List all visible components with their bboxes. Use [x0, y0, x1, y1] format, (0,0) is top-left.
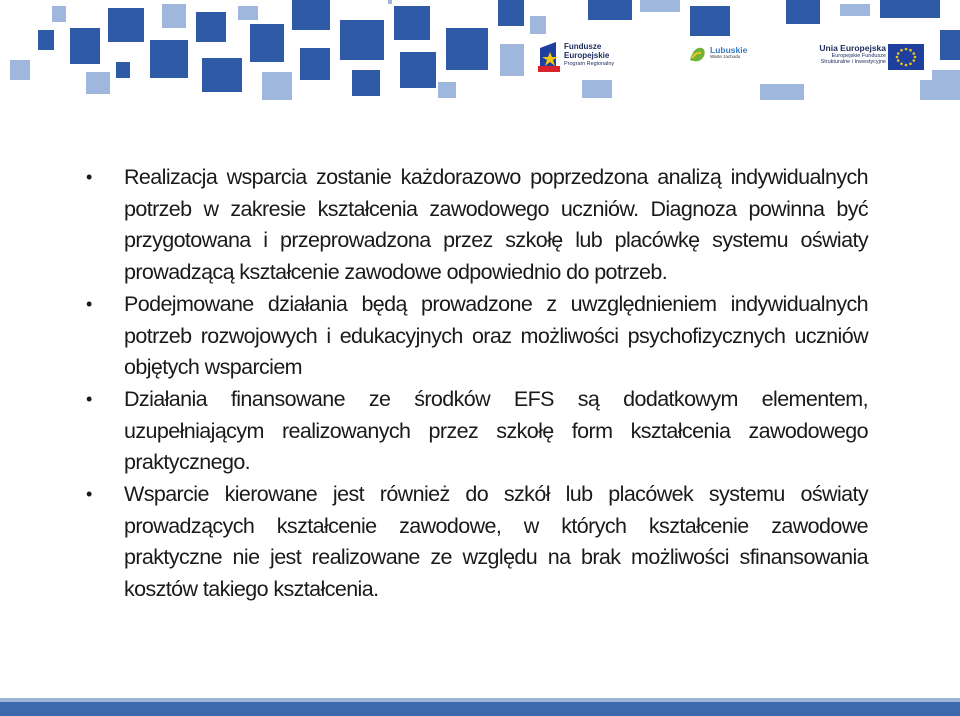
lubuskie-line-2: Warte zachodu — [710, 54, 741, 60]
lubuskie-line-1: Lubuskie — [710, 45, 748, 55]
bullet-list — [86, 162, 868, 606]
footer-bar — [0, 698, 960, 716]
bullet-dot-icon: • — [86, 293, 92, 314]
ue-line-2: Europejskie Fundusze — [831, 53, 886, 60]
bullet-text-2: Podejmowane działania będą prowadzone z uwzględnieniem indywidualnych potrzeb rozwojowych i edukacyjnych oraz możliwości psychofizycznych uczniów objętych wsparciem — [124, 291, 868, 380]
lubuskie-emblem-icon — [688, 44, 708, 66]
unia-europejska-logo — [806, 42, 926, 74]
bullet-text-1: Realizacja wsparcia zostanie każdorazowo poprzedzona analizą indywidualnych potrzeb w zakresie kształcenia zawodowego uczniów. Diagnoza powinna być przygotowana i przeprowadzona przez szkołę lub placówkę systemu oświaty prowadzącą kształcenie zawodowe odpowiednio do potrzeb. — [124, 165, 868, 285]
bullet-dot-icon: • — [86, 167, 92, 187]
bullet-item-3 — [86, 384, 868, 479]
ue-line-3: Strukturalne i Inwestycyjne — [820, 59, 886, 66]
lubuskie-logo — [688, 42, 758, 72]
bullet-text-3: Działania finansowane ze środków EFS są dodatkowym elementem, uzupełniającym realizowanych przez szkołę form kształcenia zawodowego praktycznego. — [124, 386, 868, 475]
bullet-item-1 — [86, 162, 868, 289]
fe-line-3: Program Regionalny — [564, 60, 615, 67]
bullet-item-2 — [86, 289, 868, 384]
fe-line-2: Europejskie — [564, 50, 610, 60]
bullet-dot-icon: • — [86, 484, 92, 505]
header-banner — [0, 0, 960, 102]
fe-line-1: Fundusze — [564, 42, 602, 51]
ue-line-1: Unia Europejska — [819, 43, 886, 53]
bullet-dot-icon: • — [86, 388, 92, 409]
fe-star-icon — [538, 40, 562, 74]
footer-bar-highlight — [0, 698, 960, 702]
bullet-text-4: Wsparcie kierowane jest również do szkół lub placówek systemu oświaty prowadzących kształcenie zawodowe, w których kształcenie zawodowe praktyczne nie jest realizowane ze względu na brak możliwości sfinansowania kosztów takiego kształcenia. — [124, 482, 868, 602]
fundusze-europejskie-logo — [538, 40, 624, 76]
bullet-item-4 — [86, 479, 868, 606]
eu-flag-icon — [888, 44, 924, 70]
